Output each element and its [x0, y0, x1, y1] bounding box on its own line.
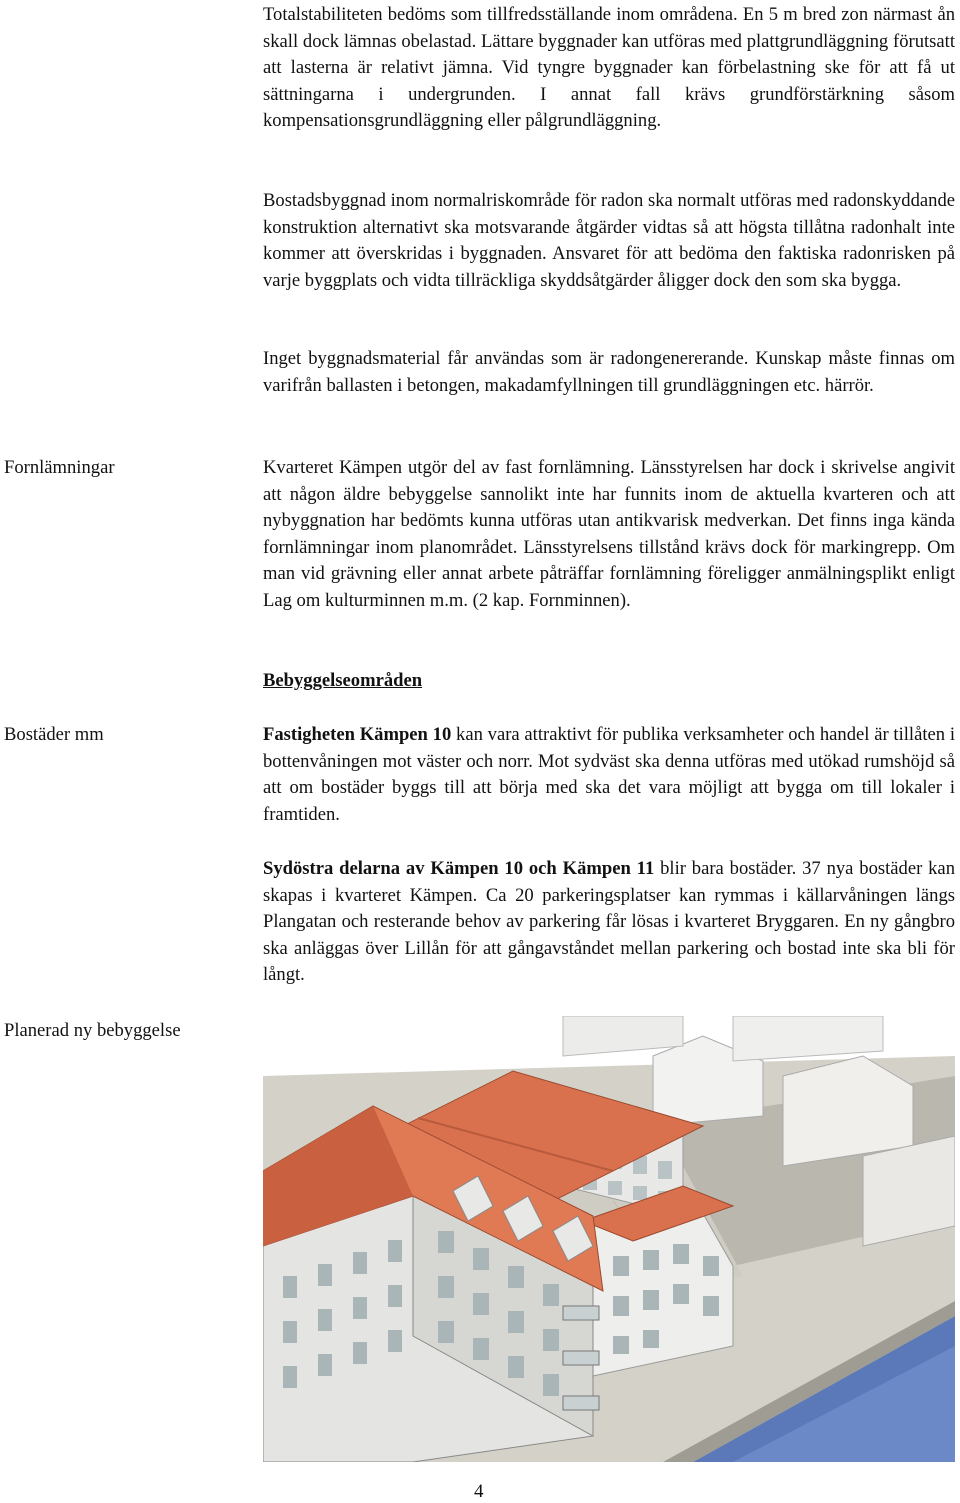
paragraph-fornlamningar: Kvarteret Kämpen utgör del av fast fornlämning. Länsstyrelsen har dock i skrivelse angivit att någon äldre bebyggelse sannolikt inte har funnits inom de aktuella kvarteren och att nybyggnation har bedömts kunna utföras utan antikvarisk medverkan. Det finns inga kända fornlämningar inom planområdet. Länsstyrelsens tillstånd krävs dock för markingrepp. Om man vid grävning eller annat arbete påträffar fornlämning föreligger anmälningsplikt enligt Lag om kulturminnen m.m. (2 kap. Fornminnen).	[263, 457, 955, 611]
paragraph-sydostra	[263, 856, 955, 989]
paragraph-building-material: Inget byggnadsmaterial får användas som är radongenererande. Kunskap måste finnas om varifrån ballasten i betongen, makadamfyllningen till grundläggningen etc. härrör.	[263, 348, 955, 396]
architectural-rendering	[263, 1016, 955, 1462]
paragraph-kampen-10-text: kan vara attraktivt för publika verksamheter och handel är tillåten i bottenvåningen mot väster och norr. Mot sydväst ska denna utföras med utökad rumshöjd så att om bostäder byggs till att börja med ska det vara möjligt att bygga om till lokaler i framtiden.	[263, 724, 956, 825]
bold-lead-kampen-10: Fastigheten Kämpen 10	[263, 724, 452, 745]
paragraph-sydostra-text: blir bara bostäder. 37 nya bostäder kan skapas i kvarteret Kämpen. Ca 20 parkeringsplatser kan rymmas i källarvåningen längs Plangatan och resterande behov av parkering får lösas i kvarteret Bryggaren. En ny gångbro ska anläggas över Lillån för att gångavståndet mellan parkering och bostad inte ska bli för långt.	[263, 858, 955, 986]
paragraph-radon: Bostadsbyggnad inom normalriskområde för radon ska normalt utföras med radonskyddande konstruktion alternativt ska motsvarande åtgärder vidtas så att högsta tillåtna radonhalt inte kommer att överskridas i byggnaden. Ansvaret för att bedöma den faktiska radonrisken på varje byggplats och vidta tillräckliga skyddsåtgärder åligger dock den som ska bygga.	[263, 190, 955, 291]
margin-label-fornlamningar: Fornlämningar	[4, 457, 115, 478]
margin-label-planerad: Planerad ny bebyggelse	[4, 1020, 181, 1041]
paragraph-kampen-10	[263, 722, 955, 828]
page-number: 4	[474, 1481, 484, 1502]
section-heading: Bebyggelseområden	[263, 670, 423, 691]
paragraph-stability: Totalstabiliteten bedöms som tillfredsställande inom områdena. En 5 m bred zon närmast ån skall dock lämnas obelastad. Lättare byggnader kan utföras med plattgrundläggning förutsatt att lasterna är relativt jämna. Vid tyngre byggnader kan förbelastning ske för att få ut sättningarna i undergrunden. I annat fall krävs grundförstärkning såsom kompensationsgrundläggning eller pålgrundläggning.	[263, 4, 955, 132]
margin-label-bostader: Bostäder mm	[4, 724, 104, 745]
bold-lead-sydostra: Sydöstra delarna av Kämpen 10 och Kämpen 11	[263, 858, 655, 879]
